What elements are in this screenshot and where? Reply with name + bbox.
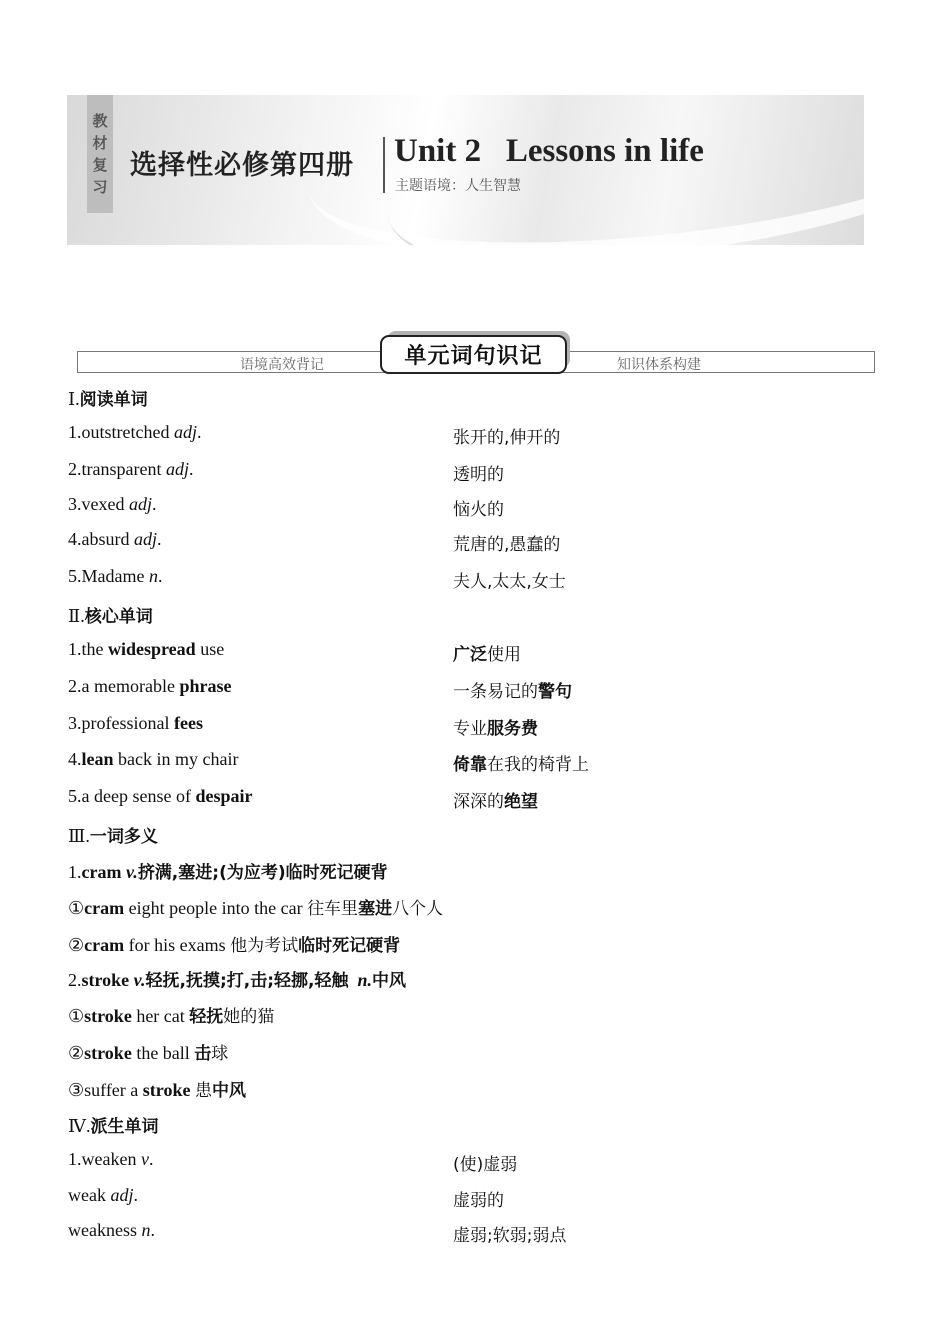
vocab-term bbox=[68, 1149, 153, 1170]
example-zh: 他为考试 bbox=[230, 936, 299, 956]
phrase-text: back in my chair bbox=[113, 749, 239, 769]
heading-number: Ⅱ. bbox=[68, 606, 85, 626]
phrase-text: 5.a deep sense of bbox=[68, 786, 196, 806]
part-of-speech: adj bbox=[128, 494, 152, 514]
example-zh-key: 塞进 bbox=[358, 899, 393, 919]
example-en: for his exams bbox=[124, 935, 231, 955]
example-zh-key: 中风 bbox=[211, 1081, 246, 1101]
definition: 中风 bbox=[372, 971, 406, 991]
vocab-meaning: 夫人,太太,女士 bbox=[453, 572, 566, 592]
example-en: the ball bbox=[131, 1043, 195, 1063]
key-word: despair bbox=[195, 786, 253, 806]
word: Madame bbox=[81, 566, 145, 586]
key-word: cram bbox=[84, 898, 125, 918]
example-zh: 她的猫 bbox=[223, 1007, 275, 1027]
key-word: phrase bbox=[179, 676, 232, 696]
vocab-meaning: 虚弱的 bbox=[453, 1191, 504, 1211]
pos-dot: . bbox=[148, 1149, 154, 1169]
word: outstretched bbox=[81, 422, 170, 442]
example-sentence bbox=[68, 1002, 274, 1027]
part-of-speech: v. bbox=[125, 862, 138, 882]
example-en: her cat bbox=[131, 1006, 190, 1026]
title-divider bbox=[383, 137, 385, 193]
phrase-meaning bbox=[453, 750, 589, 775]
pos-dot: . bbox=[157, 529, 162, 549]
book-title: 选择性必修第四册 bbox=[130, 150, 354, 181]
vocab-term bbox=[68, 1185, 138, 1206]
heading-number: Ⅰ. bbox=[68, 389, 80, 409]
pos-dot: . bbox=[152, 494, 157, 514]
example-zh-key: 击 bbox=[194, 1044, 212, 1064]
example-en: eight people into the car bbox=[124, 898, 308, 918]
key-word: stroke bbox=[81, 970, 130, 990]
phrase-text: 3.professional bbox=[68, 713, 174, 733]
part-of-speech: n. bbox=[357, 970, 372, 990]
vocab-meaning: 透明的 bbox=[453, 465, 504, 485]
heading-number: Ⅲ. bbox=[68, 826, 90, 846]
vocab-term bbox=[68, 529, 162, 550]
example-zh: 患 bbox=[194, 1081, 212, 1101]
phrase-text: 1.the bbox=[68, 639, 108, 659]
section-heading-reading bbox=[68, 385, 148, 410]
key-meaning: 服务费 bbox=[487, 719, 538, 739]
word: absurd bbox=[81, 529, 130, 549]
key-word: lean bbox=[81, 749, 114, 769]
vocab-term bbox=[68, 494, 157, 515]
phrase-text: 2.a memorable bbox=[68, 676, 180, 696]
side-tag-char: 复 bbox=[92, 156, 108, 174]
side-tag bbox=[87, 95, 113, 213]
example-zh-key: 临时死记硬背 bbox=[298, 936, 401, 956]
item-number: 2. bbox=[68, 459, 82, 479]
example-zh: 往车里 bbox=[307, 899, 359, 919]
key-word: fees bbox=[173, 713, 203, 733]
key-word: stroke bbox=[84, 1006, 132, 1026]
vocab-meaning: (使)虚弱 bbox=[453, 1155, 518, 1175]
part-of-speech: adj bbox=[173, 422, 197, 442]
part-of-speech: adj bbox=[110, 1185, 134, 1205]
item-number: 2. bbox=[68, 970, 82, 990]
meaning-text: 使用 bbox=[487, 645, 521, 665]
heading-text: 派生单词 bbox=[90, 1117, 159, 1137]
word: weak bbox=[68, 1185, 106, 1205]
pos-dot: . bbox=[197, 422, 202, 442]
example-zh: 球 bbox=[211, 1044, 229, 1064]
part-of-speech: adj bbox=[134, 529, 158, 549]
example-marker: ① bbox=[68, 898, 85, 918]
section-heading-core bbox=[68, 602, 153, 627]
example-zh-key: 轻抚 bbox=[189, 1007, 224, 1027]
vocab-term bbox=[68, 459, 193, 480]
key-word: stroke bbox=[84, 1043, 132, 1063]
section-heading-derived bbox=[68, 1112, 158, 1137]
side-tag-char: 教 bbox=[92, 112, 108, 130]
definition: 挤满,塞进;(为应考)临时死记硬背 bbox=[137, 863, 388, 883]
key-word: cram bbox=[81, 862, 122, 882]
phrase-term bbox=[68, 713, 203, 734]
part-of-speech: v. bbox=[133, 970, 146, 990]
meaning-text: 在我的椅背上 bbox=[487, 755, 589, 775]
part-of-speech: n bbox=[148, 566, 158, 586]
phrase-meaning bbox=[453, 714, 538, 739]
pos-dot: . bbox=[188, 459, 194, 479]
meaning-text: 一条易记的 bbox=[453, 682, 538, 702]
vocab-term bbox=[68, 1220, 155, 1241]
example-marker: ① bbox=[68, 1006, 85, 1026]
side-tag-char: 材 bbox=[92, 134, 108, 152]
phrase-text: 4. bbox=[68, 749, 82, 769]
vocab-term bbox=[68, 566, 162, 587]
unit-title: Unit 2 Lessons in life bbox=[394, 133, 704, 169]
key-word: stroke bbox=[142, 1080, 191, 1100]
section-label-left: 语境高效背记 bbox=[240, 358, 324, 373]
example-marker: ③ bbox=[68, 1080, 85, 1100]
key-word: widespread bbox=[108, 639, 196, 659]
word: transparent bbox=[81, 459, 162, 479]
key-meaning: 广泛 bbox=[453, 645, 487, 665]
heading-text: 一词多义 bbox=[89, 827, 158, 847]
key-meaning: 警句 bbox=[538, 682, 572, 702]
polysemy-entry bbox=[68, 858, 388, 883]
section-title: 单元词句识记 bbox=[380, 335, 567, 374]
example-sentence bbox=[68, 894, 443, 919]
word: weakness bbox=[68, 1220, 137, 1240]
word: vexed bbox=[81, 494, 125, 514]
item-number: 1. bbox=[68, 1149, 82, 1169]
part-of-speech: n bbox=[141, 1220, 151, 1240]
section-label-right: 知识体系构建 bbox=[617, 358, 701, 373]
heading-text: 阅读单词 bbox=[79, 390, 148, 410]
example-sentence bbox=[68, 1039, 228, 1064]
item-number: 1. bbox=[68, 422, 82, 442]
phrase-meaning bbox=[453, 787, 538, 812]
item-number: 1. bbox=[68, 862, 82, 882]
key-word: cram bbox=[84, 935, 125, 955]
example-marker: ② bbox=[68, 935, 85, 955]
heading-text: 核心单词 bbox=[84, 607, 153, 627]
vocab-meaning: 恼火的 bbox=[453, 500, 504, 520]
theme-subtitle: 主题语境：人生智慧 bbox=[395, 178, 521, 194]
phrase-text: use bbox=[195, 639, 225, 659]
vocab-meaning: 张开的,伸开的 bbox=[453, 428, 561, 448]
vocab-term bbox=[68, 422, 202, 443]
item-number: 3. bbox=[68, 494, 82, 514]
pos-dot: . bbox=[150, 1220, 155, 1240]
key-meaning: 绝望 bbox=[504, 792, 538, 812]
phrase-term bbox=[68, 676, 231, 697]
definition: 轻抚,抚摸;打,击;轻挪,轻触 bbox=[145, 971, 349, 991]
key-meaning: 倚靠 bbox=[453, 755, 487, 775]
pos-dot: . bbox=[157, 566, 163, 586]
header-banner bbox=[67, 95, 864, 245]
heading-number: Ⅳ. bbox=[68, 1116, 91, 1136]
meaning-text: 深深的 bbox=[453, 792, 504, 812]
example-sentence bbox=[68, 931, 400, 956]
vocab-meaning: 虚弱;软弱;弱点 bbox=[453, 1226, 567, 1246]
pos-dot: . bbox=[133, 1185, 138, 1205]
word: weaken bbox=[81, 1149, 137, 1169]
vocab-meaning: 荒唐的,愚蠢的 bbox=[453, 535, 561, 555]
meaning-text: 专业 bbox=[453, 719, 487, 739]
item-number: 4. bbox=[68, 529, 82, 549]
section-heading-polysemy bbox=[68, 822, 158, 847]
polysemy-entry bbox=[68, 966, 406, 991]
side-tag-char: 习 bbox=[92, 178, 108, 196]
example-sentence bbox=[68, 1076, 246, 1101]
example-marker: ② bbox=[68, 1043, 85, 1063]
part-of-speech: v bbox=[140, 1149, 149, 1169]
phrase-term bbox=[68, 786, 252, 807]
part-of-speech: adj bbox=[165, 459, 189, 479]
example-zh: 八个人 bbox=[392, 899, 444, 919]
phrase-term bbox=[68, 639, 224, 660]
phrase-meaning bbox=[453, 677, 572, 702]
phrase-meaning bbox=[453, 640, 521, 665]
example-en: suffer a bbox=[84, 1080, 143, 1100]
item-number: 5. bbox=[68, 566, 82, 586]
phrase-term bbox=[68, 749, 238, 770]
